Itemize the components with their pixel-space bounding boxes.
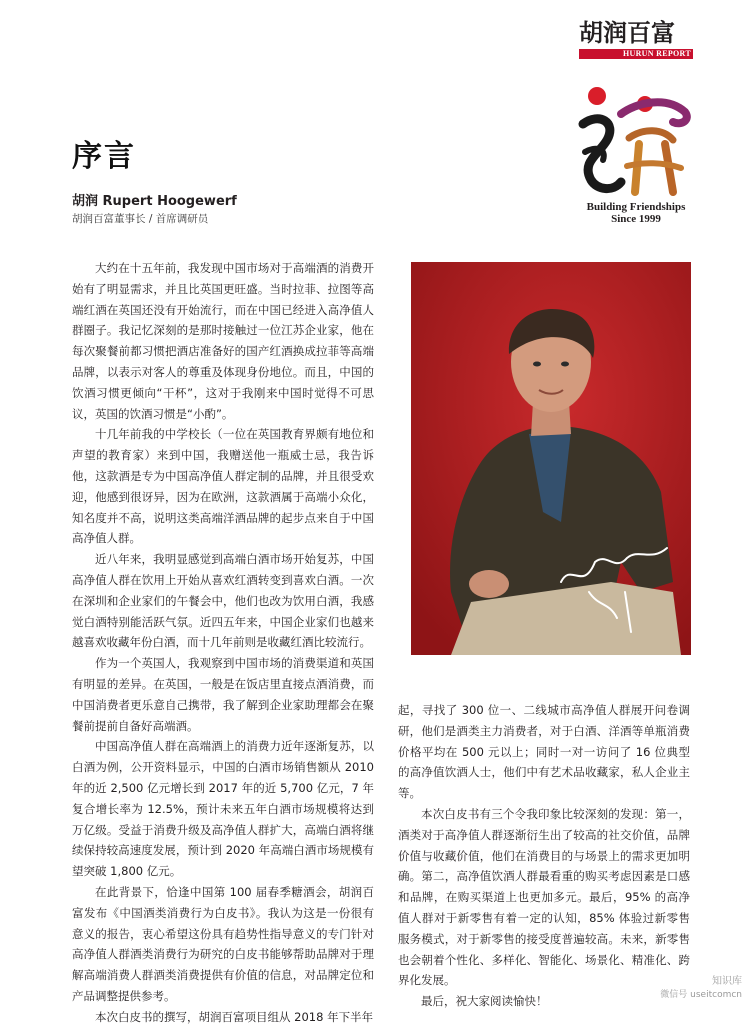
article-column-left [72,258,374,1027]
author-name: 胡润 Rupert Hoogewerf [72,194,237,209]
paragraph: 在此背景下，恰逢中国第 100 届春季糖酒会，胡润百富发布《中国酒类消费行为白皮书》。我认为这是一份很有意义的报告，衷心希望这份具有趋势性指导意义的专门针对高净值人群酒类消费行为研究的白皮书能够帮助品牌对于理解高端消费人群酒类消费提供有价值的信息，对品牌定位和产品调整提供参考。 [72,884,374,1003]
paragraph: 起，寻找了 300 位一、二线城市高净值人群展开问卷调研，他们是酒类主力消费者，对于白酒、洋酒等单瓶消费价格平均在 500 元以上；同时一对一访问了 16 位典型的高净值饮酒人士，他们中有艺术品收藏家，私人企业主等。 [398,703,690,801]
author-portrait-photo [411,262,691,655]
motto-line-1: Building Friendships [586,201,686,213]
article-column-right [398,700,690,1012]
page-title: 序言 [72,139,136,174]
brand-logo-cn: 胡润百富 [579,19,675,47]
paragraph: 近八年来，我明显感觉到高端白酒市场开始复苏，中国高净值人群在饮用上开始从喜欢红酒转变到喜欢白酒。一次在深圳和企业家们的午餐会中，他们也改为饮用白酒，我感觉白酒特别能活跃气氛。近四五年来，中国企业家们也越来越喜欢收藏年份白酒，而十几年前则是收藏红酒比较流行。 [72,552,374,650]
paragraph: 本次白皮书有三个令我印象比较深刻的发现：第一，酒类对于高净值人群逐渐衍生出了较高的社交价值，品牌价值与收藏价值，他们在消费目的与场景上的需求更加明确。第二，高净值饮酒人群最看重的购买考虑因素是口感和品牌，在购买渠道上也更加多元。最后，95% 的高净值人群对于新零售有着一定的认知，85% 体验过新零售服务模式，对于新零售的接受度普遍较高。未来，新零售也会朝着个性化、多样化、智能化、场景化、精准化、跨界化发展。 [398,806,690,988]
watermark [646,975,742,1005]
portrait-illustration [411,262,691,655]
brand-logo-en: HURUN REPORT [579,49,693,59]
watermark-name: 知识库 [712,976,742,987]
motto-line-2: Since 1999 [611,213,661,225]
paragraph: 作为一个英国人，我观察到中国市场的消费渠道和英国有明显的差异。在英国，一般是在饭店里直接点酒消费，而中国消费者更乐意自己携带，我了解到企业家助理都会在聚餐前提前自备好高端酒。 [72,656,374,733]
paragraph: 大约在十五年前，我发现中国市场对于高端酒的消费开始有了明显需求，并且比英国更旺盛。当时拉菲、拉图等高端红酒在英国还没有开始流行，而在中国已经进入高净值人群圈子。我记忆深刻的是那时接触过一位江苏企业家，他在每次聚餐前都习惯把酒店准备好的国产红酒换成拉菲等高端品牌，以表示对客人的尊重及体现身份地位。而且，中国的饮酒习惯更倾向“干杯”，这对于我刚来中国时觉得不可思议，英国的饮酒习惯是“小酌”。 [72,261,374,421]
paragraph: 十几年前我的中学校长（一位在英国教育界颇有地位和声望的教育家）来到中国，我赠送他一瓶威士忌，我告诉他，这款酒是专为中国高净值人群定制的品牌，并且很受欢迎，他感到很讶异，因为在欧洲，这款酒属于高端小众化，知名度并不高，说明这类高端洋酒品牌的起步点来自于中国高净值人群。 [72,427,374,546]
watermark-account: 微信号 useitcomcn [660,990,742,1000]
author-role: 胡润百富董事长 / 首席调研员 [72,213,209,225]
paragraph: 本次白皮书的撰写，胡润百富项目组从 2018 年下半年 [95,1009,374,1024]
emblem-logo [577,82,695,200]
paragraph: 最后，祝大家阅读愉快！ [421,994,548,1009]
paragraph: 中国高净值人群在高端酒上的消费力近年逐渐复苏，以白酒为例，公开资料显示，中国的白酒市场销售额从 2010 年的近 2,500 亿元增长到 2017 年的近 5,700 亿元，7 年复合增长率为 12.5%，预计未来五年白酒市场规模将达到万亿级。受益于消费升级及高净值人群扩大，高端白酒将继续保持较高速度发展，预计到 2020 年高端白酒市场规模有望突破 1,800 亿元。 [72,739,374,879]
brand-motto [576,201,696,225]
